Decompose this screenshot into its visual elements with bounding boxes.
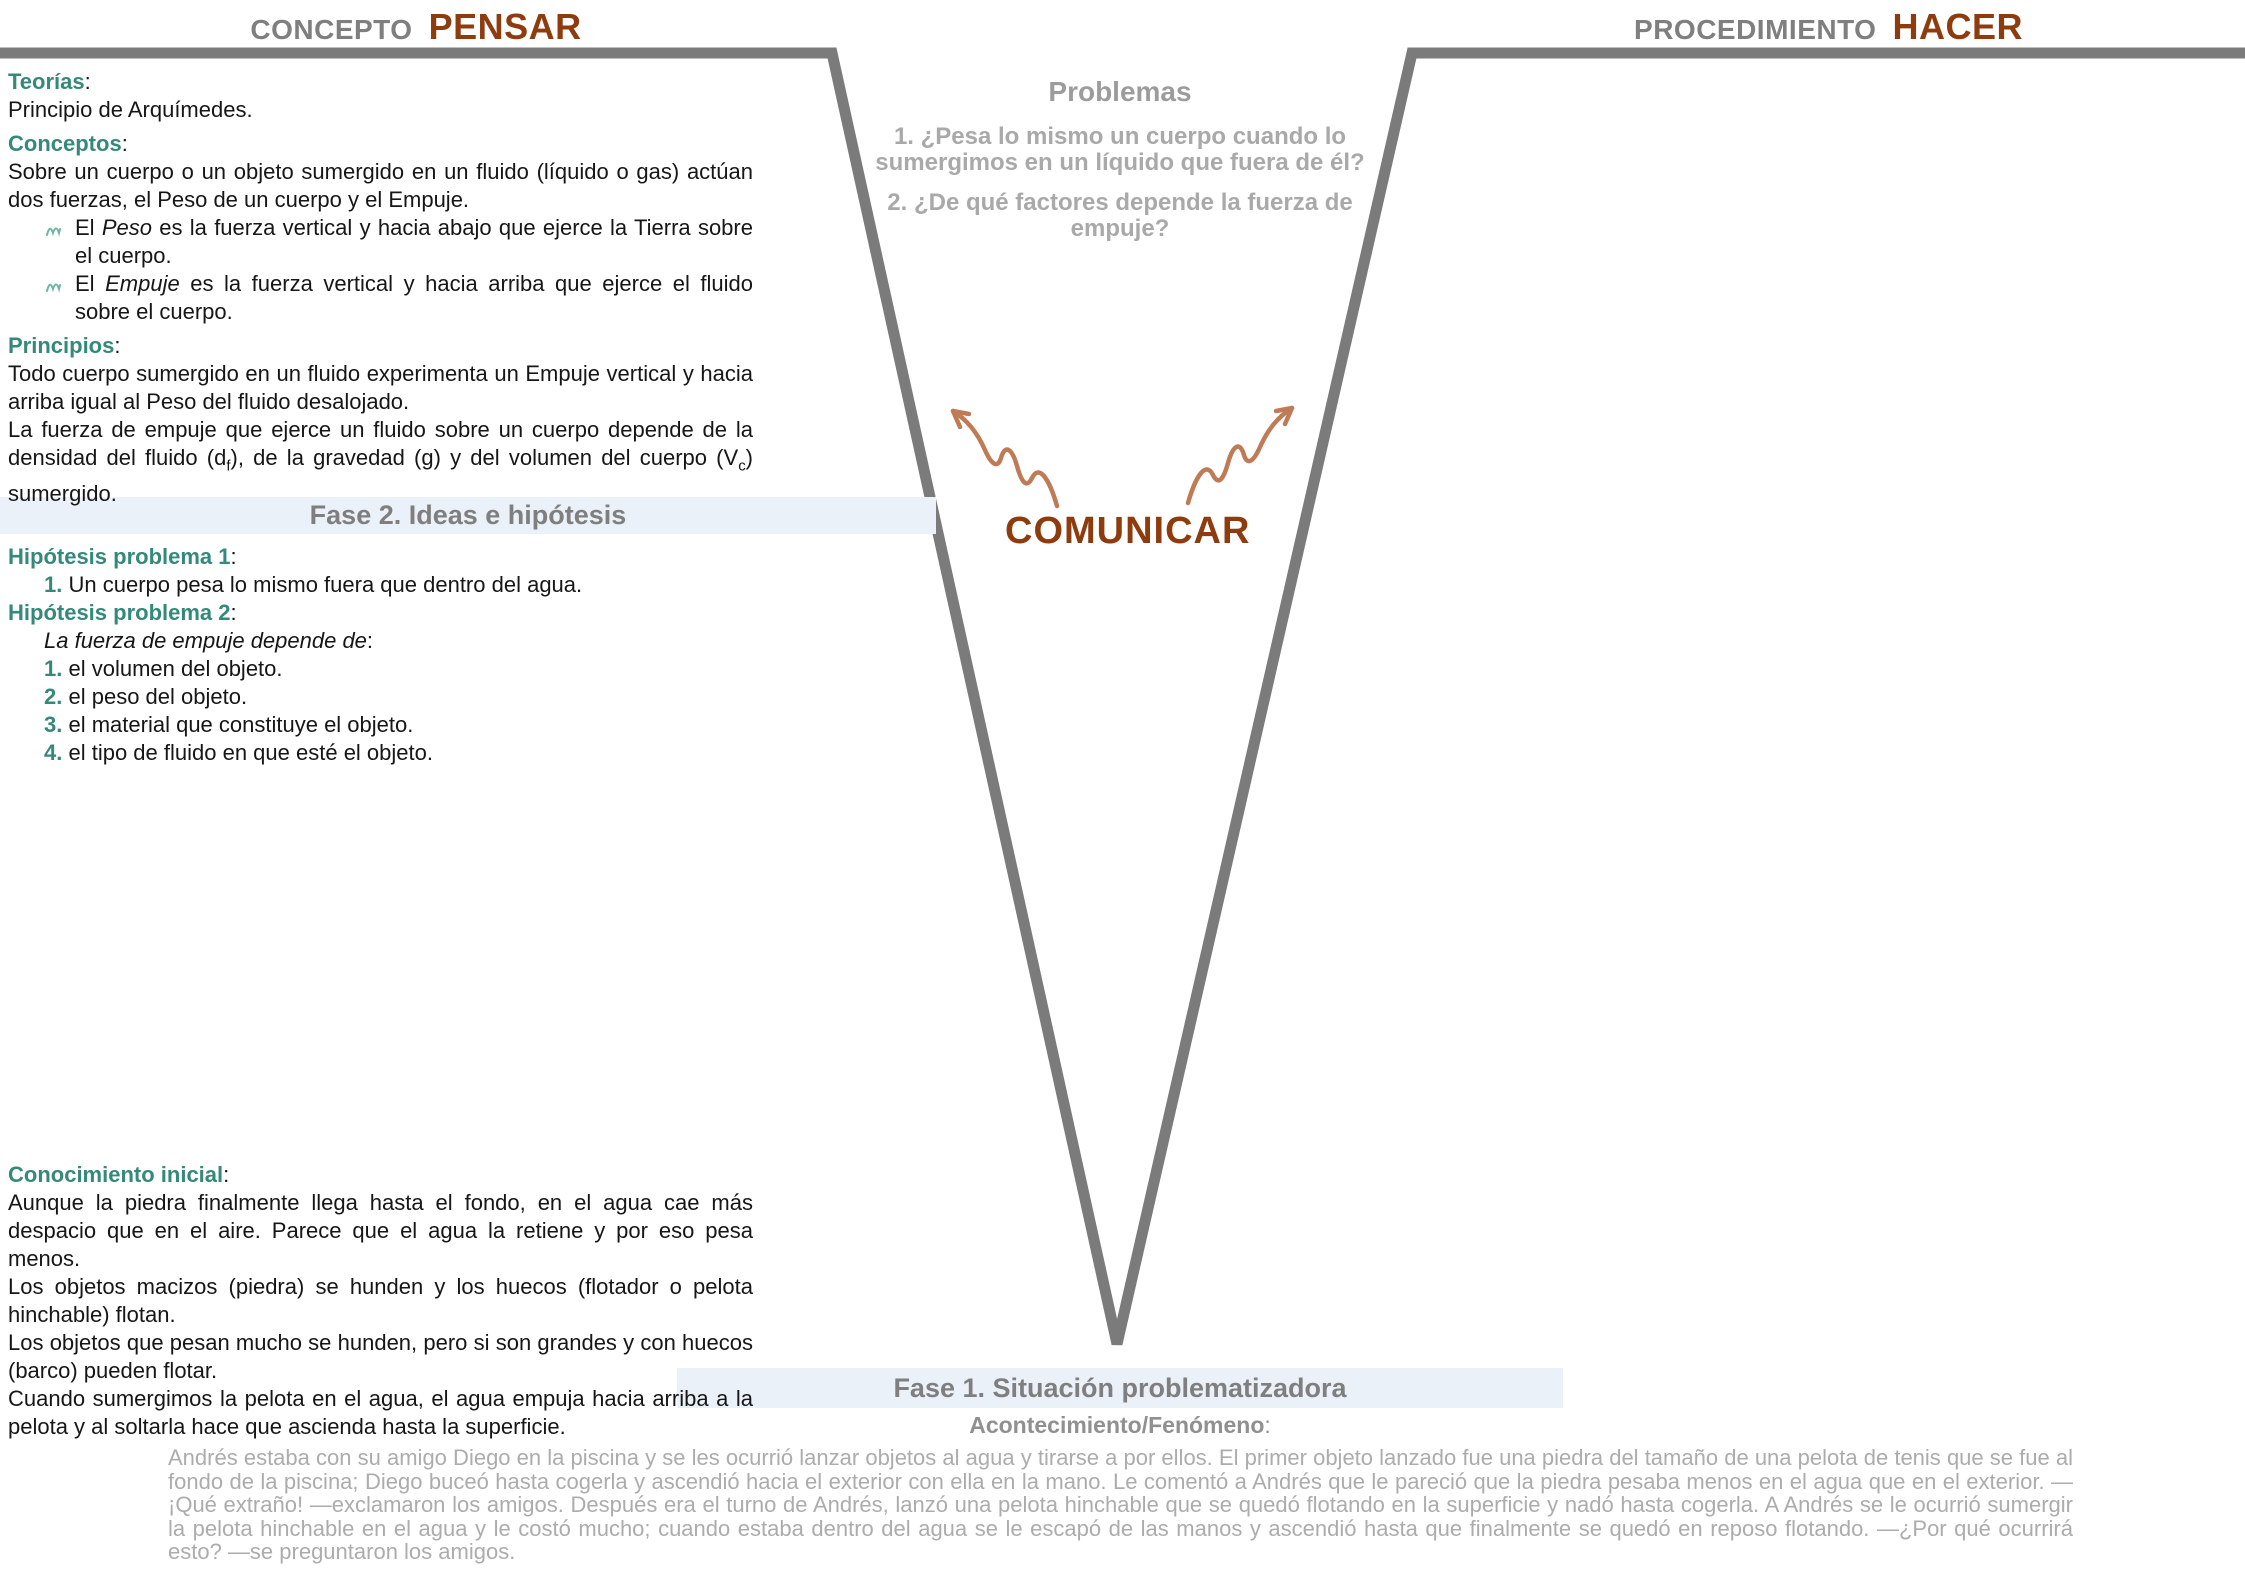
theory-section [8,68,753,508]
hipotesis2-item: 2. el peso del objeto. [44,684,248,709]
hipotesis2-intro: La fuerza de empuje depende de: [44,628,374,653]
problemas-heading: Problemas [1048,76,1192,107]
concept-bullet-peso [45,214,753,270]
squiggle-bullet-icon [45,270,75,326]
acontecimiento-heading: Acontecimiento/Fenómeno: [969,1412,1271,1438]
conceptos-intro: Sobre un cuerpo o un objeto sumergido en un fluido (líquido o gas) actúan dos fuerzas, el Peso de un cuerpo y el Empuje. [8,159,753,212]
principios-p1: Todo cuerpo sumergido en un fluido experimenta un Empuje vertical y hacia arriba igual al Peso del fluido desalojado. [8,361,753,414]
concepto-label: CONCEPTO [250,14,413,45]
hacer-title: HACER [1892,6,2023,47]
procedimiento-label: PROCEDIMIENTO [1634,14,1877,45]
principios-p2: La fuerza de empuje que ejerce un fluido sobre un cuerpo depende de la densidad del fluido $(d_f)$, de la gravedad (g) y del volumen del cuerpo $(V_c)$ sumergido. [8,417,753,507]
hipotesis2-item: 3. el material que constituye el objeto. [44,712,414,737]
header-right [1412,6,2245,48]
principios-heading: Principios: [8,333,121,358]
concept-bullet-empuje-text: El Empuje es la fuerza vertical y hacia arriba que ejerce el fluido sobre el cuerpo. [75,271,753,324]
hypotheses-section [8,543,753,767]
concept-bullet-empuje [45,270,753,326]
curved-arrow-up-left-icon [935,406,1065,511]
fase1-band [677,1368,1563,1408]
problemas-questions [870,124,1370,256]
teorias-heading: Teorías: [8,69,91,94]
squiggle-bullet-icon [45,214,75,270]
hipotesis2-item: 4. el tipo de fluido en que esté el objeto. [44,740,433,765]
curved-arrow-up-right-icon [1180,403,1310,508]
comunicar-title: COMUNICAR [1005,510,1251,552]
hipotesis2-heading: Hipótesis problema 2: [8,600,237,625]
initial-knowledge-section [8,1161,753,1441]
teorias-body: Principio de Arquímedes. [8,97,253,122]
conocimiento-paragraph: Los objetos macizos (piedra) se hunden y los huecos (flotador o pelota hinchable) flotan. [8,1274,753,1327]
fase1-heading: Fase 1. Situación problematizadora [893,1372,1347,1403]
header-left [0,6,832,48]
acontecimiento-story: Andrés estaba con su amigo Diego en la piscina y se les ocurrió lanzar objetos al agua y tirarse a por ellos. El primer objeto lanzado fue una piedra del tamaño de una pelota de tenis que se fue al fondo de la piscina; Diego buceó hasta cogerla y ascendió hacia el exterior con ella en la mano. Le comentó a Andrés que le pareció que la piedra pesaba menos en el agua que en el exterior. —¡Qué extraño! —exclamaron los amigos. Después era el turno de Andrés, lanzó una pelota hinchable que se quedó flotando en la superficie y nadó hasta cogerla. A Andrés se le ocurrió sumergir la pelota hinchable en el agua y le costó mucho; cuando estaba dentro del agua se le escapó de las manos y ascendió hasta que finalmente se quedó en reposo flotando. —¿Por qué ocurrirá esto? —se preguntaron los amigos. [168,1445,2073,1564]
conocimiento-paragraph: Aunque la piedra finalmente llega hasta el fondo, en el agua cae más despacio que en el aire. Parece que el agua la retiene y por eso pesa menos. [8,1190,753,1271]
question-2: 2. ¿De qué factores depende la fuerza de empuje? [887,189,1353,242]
conocimiento-heading: Conocimiento inicial: [8,1162,230,1187]
conocimiento-paragraph: Cuando sumergimos la pelota en el agua, el agua empuja hacia arriba a la pelota y al soltarla hace que ascienda hasta la superficie. [8,1386,753,1439]
fase2-heading: Fase 2. Ideas e hipótesis [309,500,627,530]
conceptos-heading: Conceptos: [8,131,128,156]
concept-bullet-peso-text: El Peso es la fuerza vertical y hacia abajo que ejerce la Tierra sobre el cuerpo. [75,215,753,268]
hipotesis1-heading: Hipótesis problema 1: [8,544,237,569]
pensar-title: PENSAR [428,6,582,47]
hipotesis1-item: 1. Un cuerpo pesa lo mismo fuera que dentro del agua. [44,572,583,597]
hipotesis2-item: 1. el volumen del objeto. [44,656,283,681]
conocimiento-paragraph: Los objetos que pesan mucho se hunden, pero si son grandes y con huecos (barco) pueden flotar. [8,1330,753,1383]
question-1: 1. ¿Pesa lo mismo un cuerpo cuando lo sumergimos en un líquido que fuera de él? [875,123,1365,176]
